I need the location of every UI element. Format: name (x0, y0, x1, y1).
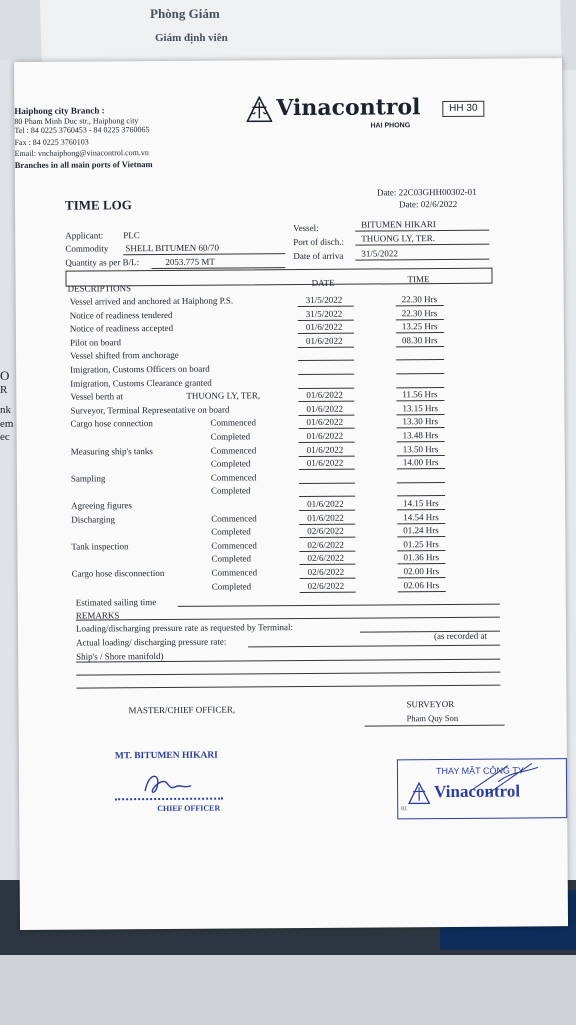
chief-officer-signature-icon (139, 769, 199, 806)
applicant-value: PLC (123, 230, 140, 241)
row-description: Cargo hose disconnection (72, 568, 165, 580)
row-status: Completed (211, 485, 251, 496)
col-time: TIME (407, 274, 429, 285)
row-description: Pilot on board (70, 337, 121, 348)
branch-email: Email: vnchaiphong@vinacontrol.com.vn (15, 147, 149, 159)
applicant-label: Applicant: (65, 230, 103, 241)
stamp-name: Vinacontrol (434, 781, 520, 802)
row-description: Sampling (71, 473, 106, 484)
stamp-logo-icon (408, 782, 430, 809)
background-text-2: Giám định viên (155, 32, 228, 44)
vinacontrol-logo-text: Vinacontrol (276, 95, 420, 120)
row-date: 01/6/2022 (306, 322, 343, 333)
background-text-1: Phòng Giám (150, 6, 220, 22)
row-description: Surveyor, Terminal Representative on board (70, 405, 229, 417)
row-description: Imigration, Customs Clearance granted (70, 378, 212, 390)
logo-subtitle: HAI PHONG (370, 120, 410, 131)
row-date: 01/6/2022 (307, 458, 344, 469)
row-time: 08.30 Hrs (402, 335, 438, 346)
quantity-value: 2053.775 MT (165, 257, 215, 268)
quantity-label: Quantity as per B/L: (65, 257, 139, 269)
row-status: Completed (212, 581, 252, 592)
row-date: 01/6/2022 (307, 513, 344, 524)
surveyor-label: SURVEYOR (406, 699, 454, 710)
row-status: THUONG LY, TER, (186, 390, 260, 402)
row-date: 01/6/2022 (307, 445, 344, 456)
side-letter: R (0, 384, 7, 396)
row-date: 31/5/2022 (306, 295, 343, 306)
row-status: Commenced (211, 540, 257, 551)
row-date: 01/6/2022 (307, 431, 344, 442)
master-label: MASTER/CHIEF OFFICER, (128, 704, 235, 716)
remarks-line-1: Loading/discharging pressure rate as requested by Terminal: (76, 622, 293, 635)
side-letter: em (0, 418, 13, 430)
row-status: Completed (211, 526, 251, 537)
row-description: Tank inspection (71, 541, 128, 552)
row-time: 01.36 Hrs (403, 552, 439, 563)
row-date: 02/6/2022 (307, 553, 344, 564)
row-description: Imigration, Customs Officers on board (70, 364, 210, 376)
stamp-code: 01 (401, 804, 407, 815)
row-date: 01/6/2022 (306, 404, 343, 415)
row-status: Commenced (211, 445, 257, 456)
row-time: 13.30 Hrs (402, 416, 438, 427)
vessel-label: Vessel: (293, 223, 319, 234)
row-status: Completed (211, 431, 251, 442)
remarks-title: REMARKS (76, 610, 120, 621)
row-description: Cargo hose connection (70, 418, 152, 430)
row-description: Discharging (71, 514, 115, 525)
row-date: 01/6/2022 (306, 390, 343, 401)
row-time: 22.30 Hrs (402, 308, 438, 319)
row-date: 01/6/2022 (306, 417, 343, 428)
port-label: Port of disch.: (293, 237, 344, 248)
row-status: Commenced (212, 567, 258, 578)
row-status: Commenced (211, 513, 257, 524)
branches-note: Branches in all main ports of Vietnam (15, 159, 153, 171)
time-log-document (14, 58, 568, 930)
document-date: Date: 02/6/2022 (399, 199, 457, 210)
remarks-note: (as recorded at (434, 631, 487, 642)
sailing-time: Estimated sailing time (76, 597, 157, 609)
col-descriptions: DESCRIPTIONS (68, 283, 132, 294)
form-code-box: HH 30 (442, 101, 484, 117)
document-number: Date: 22C03GHH00302-01 (377, 187, 477, 199)
row-time: 01.24 Hrs (403, 525, 439, 536)
row-description: Vessel shifted from anchorage (70, 350, 179, 362)
branch-address: 80 Pham Minh Duc str., Haiphong city (14, 115, 138, 127)
commodity-label: Commodity (65, 243, 108, 254)
remarks-line-2: Actual loading/ discharging pressure rate: (76, 637, 226, 649)
row-date: 31/5/2022 (306, 309, 343, 320)
side-letter: nk (0, 404, 11, 416)
side-letter: ec (0, 431, 10, 443)
row-date: 02/6/2022 (307, 540, 344, 551)
commodity-value: SHELL BITUMEN 60/70 (125, 243, 219, 255)
row-date: 01/6/2022 (306, 336, 343, 347)
side-letter: O (0, 368, 9, 384)
row-date: 02/6/2022 (308, 567, 345, 578)
port-value: THUONG LY, TER. (361, 233, 435, 245)
row-date: 02/6/2022 (307, 526, 344, 537)
surveyor-signature-icon (468, 759, 548, 805)
row-time: 13.15 Hrs (402, 403, 438, 414)
row-time: 14.54 Hrs (403, 512, 439, 523)
remarks-line-3: Ship's / Shore manifold) (76, 651, 163, 663)
vinacontrol-stamp (397, 758, 567, 819)
row-date: 02/6/2022 (308, 581, 345, 592)
row-time: 02.06 Hrs (404, 580, 440, 591)
row-time: 13.48 Hrs (403, 430, 439, 441)
branch-name: Haiphong city Branch : (14, 105, 104, 117)
background-cloth (0, 955, 576, 1025)
row-time: 02.00 Hrs (404, 566, 440, 577)
ship-stamp-name: MT. BITUMEN HIKARI (115, 751, 218, 763)
row-time: 13.50 Hrs (403, 444, 439, 455)
row-date: 01/6/2022 (307, 499, 344, 510)
row-description: Measuring ship's tanks (71, 446, 153, 458)
row-description: Vessel berth at (70, 391, 123, 402)
row-time: 22.30 Hrs (402, 294, 438, 305)
row-description: Notice of readiness accepted (70, 323, 173, 335)
row-description: Notice of readiness tendered (70, 310, 173, 322)
row-description: Agreeing figures (71, 500, 132, 511)
row-time: 14.00 Hrs (403, 457, 439, 468)
stamp-top-text: THAY MẶT CÔNG TY (436, 765, 524, 777)
ship-stamp-role: CHIEF OFFICER (157, 803, 220, 814)
arrival-label: Date of arriva (293, 251, 343, 262)
col-date: DATE (312, 278, 335, 289)
row-time: 13.25 Hrs (402, 321, 438, 332)
branch-fax: Fax : 84 0225 3760103 (15, 136, 89, 148)
arrival-value: 31/5/2022 (361, 248, 398, 259)
branch-tel: Tel : 84 0225 3760453 - 84 0225 3760065 (14, 124, 149, 136)
row-status: Commenced (211, 472, 257, 483)
row-time: 01.25 Hrs (403, 539, 439, 550)
row-status: Completed (211, 553, 251, 564)
vinacontrol-logo-icon (246, 96, 272, 122)
row-time: 11.56 Hrs (402, 389, 437, 400)
row-time: 14.15 Hrs (403, 498, 439, 509)
row-status: Commenced (210, 417, 256, 428)
row-description: Vessel arrived and anchored at Haiphong P.S. (70, 295, 234, 307)
vessel-value: BITUMEN HIKARI (361, 219, 436, 231)
surveyor-name: Pham Quy Son (407, 713, 459, 724)
row-status: Completed (211, 458, 251, 469)
page-title: TIME LOG (65, 197, 132, 212)
